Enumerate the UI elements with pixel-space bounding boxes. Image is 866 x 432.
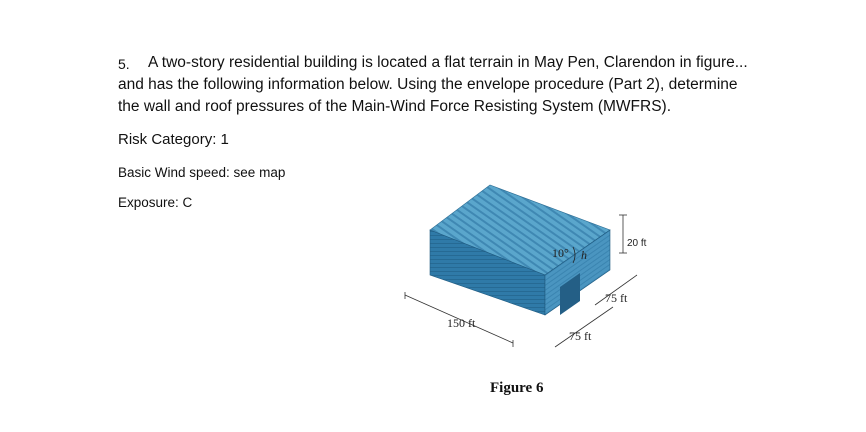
label-width-front: 75 ft — [569, 329, 592, 343]
question-body: A two-story residential building is located a flat terrain in May Pen, Clarendon in figure... and has the following information below. Using the envelope procedure (Part 2), determine the wall and roof pressures of the Main-Wind Force Resisting System (MWFRS). — [118, 54, 748, 115]
label-h: h — [581, 248, 587, 262]
building-illustration — [395, 175, 665, 375]
label-width-side: 75 ft — [605, 291, 628, 305]
question-text — [118, 52, 758, 118]
label-height: 20 ft — [627, 238, 647, 249]
label-length: 150 ft — [447, 316, 476, 330]
building-figure — [395, 175, 665, 375]
basic-wind-speed: Basic Wind speed: see map — [118, 165, 286, 180]
figure-caption: Figure 6 — [490, 380, 544, 396]
question-number: 5. — [118, 56, 130, 72]
label-angle: 10° — [552, 246, 569, 260]
exposure: Exposure: C — [118, 195, 193, 210]
risk-category: Risk Category: 1 — [118, 131, 229, 148]
